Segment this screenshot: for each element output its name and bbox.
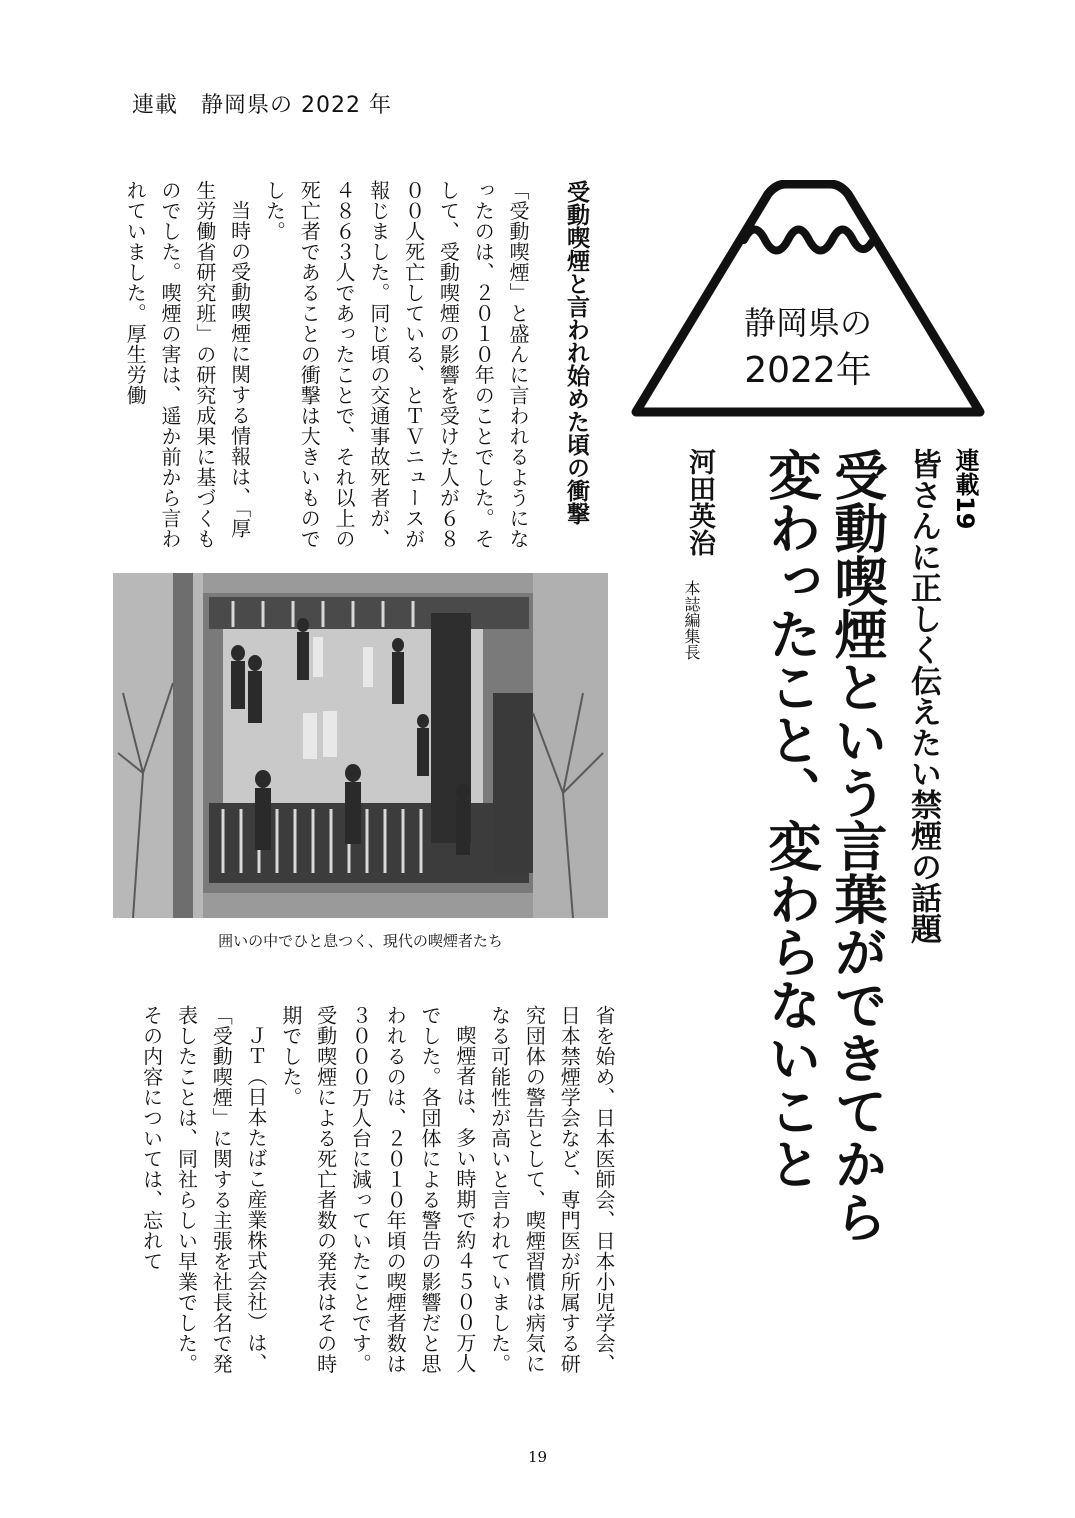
body-paragraph: 省を始め、日本医師会、日本小児学会、日本禁煙学会など、専門医が所属する研究団体の警告として、喫煙習慣は病気になる可能性が高いと言われていました。 — [487, 1005, 616, 1374]
section2-block — [134, 1005, 621, 1377]
author-name: 河田英治 — [684, 448, 715, 556]
section1-block — [117, 180, 593, 552]
body-paragraph: ＪＴ（日本たばこ産業株式会社）は、「受動喫煙」に関する主張を社長名で発表したことは、同社らしい早業でした。その内容については、忘れて — [139, 1005, 269, 1374]
photo-caption: 囲いの中でひと息つく、現代の喫煙者たち — [218, 932, 503, 950]
section1-heading: 受動喫煙と言われ始めた頃の衝撃 — [563, 180, 589, 525]
article-title: 受動喫煙という言葉ができてから変わったこと、変わらないこと — [760, 448, 888, 1243]
body-paragraph: 喫煙者は、多い時期で約４５００万人でした。各団体による警告の影響だと思われるのは、２０１０年頃の喫煙者数は３０００万人台に減っていたことです。受動喫煙による死亡者数の発表はその時期でした。 — [278, 1005, 477, 1374]
logo-text-line2: 2022年 — [744, 350, 872, 391]
series-number: 連載19 — [951, 448, 979, 530]
smoking-area-photo — [113, 573, 608, 918]
body-paragraph: 「受動喫煙」と盛んに言われるようになったのは、２０１０年のことでした。そして、受動喫煙の影響を受けた人が６８００人死亡している、とＴＶニュースが報じました。同じ頃の交通事故死者が、４８６３人であったことで、それ以上の死亡者であることの衝撃は大きいものでした。 — [262, 180, 530, 549]
body-paragraph: 当時の受動喫煙に関する情報は、「厚生労働省研究班」の研究成果に基づくものでした。喫煙の害は、遥か前から言われていました。厚生労働 — [123, 180, 252, 549]
running-header: 連載 静岡県の 2022 年 — [132, 93, 392, 118]
author-role: 本誌編集長 — [682, 580, 701, 660]
logo-text-line1: 静岡県の — [743, 304, 872, 342]
page-number: 19 — [527, 1448, 548, 1466]
photo-illustration — [113, 573, 608, 918]
section1-body — [117, 180, 535, 552]
subtitle: 皆さんに正しく伝えたい禁煙の話題 — [905, 448, 941, 944]
